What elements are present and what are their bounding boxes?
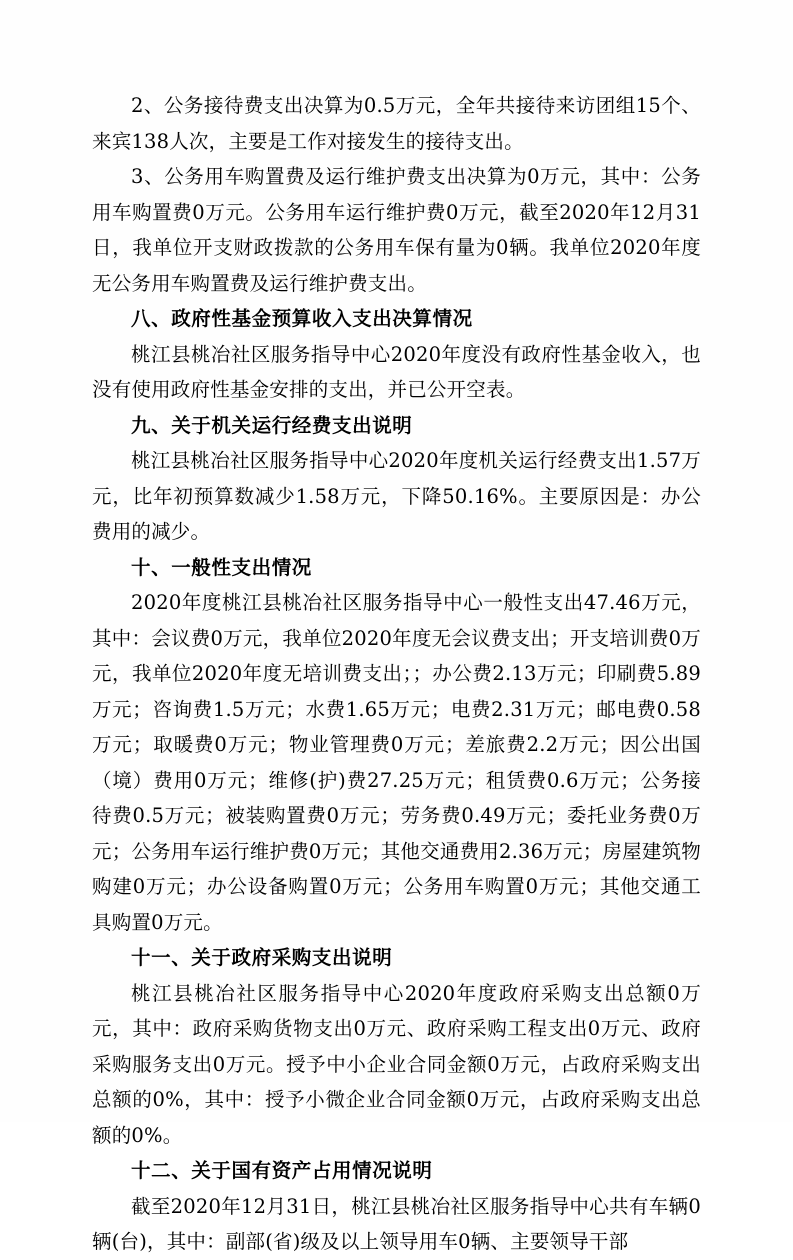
paragraph-government-fund-budget: 桃江县桃冶社区服务指导中心2020年度没有政府性基金收入，也没有使用政府性基金安排的支出，并已公开空表。	[92, 342, 701, 401]
heading-section-eight: 八、政府性基金预算收入支出决算情况	[131, 307, 473, 330]
heading-section-nine: 九、关于机关运行经费支出说明	[131, 413, 413, 437]
paragraph-public-reception-expense: 2、公务接待费支出决算为0.5万元，全年共接待来访团组15个、来宾138人次，主要是工作对接发生的接待支出。	[92, 94, 701, 153]
paragraph-official-vehicle-expense: 3、公务用车购置费及运行维护费支出决算为0万元，其中：公务用车购置费0万元。公务用车运行维护费0万元，截至2020年12月31日，我单位开支财政拨款的公务用车保有量为0辆。我单位2020年度无公务用车购置费及运行维护费支出。	[92, 165, 701, 295]
paragraph-government-procurement: 桃江县桃冶社区服务指导中心2020年度政府采购支出总额0万元，其中：政府采购货物支出0万元、政府采购工程支出0万元、政府采购服务支出0万元。授予中小企业合同金额0万元，占政府采购支出总额的0%，其中：授予小微企业合同金额0万元，占政府采购支出总额的0%。	[92, 981, 701, 1147]
paragraph-operating-expense: 桃江县桃冶社区服务指导中心2020年度机关运行经费支出1.57万元，比年初预算数减少1.58万元，下降50.16%。主要原因是：办公费用的减少。	[92, 449, 701, 543]
paragraph-state-owned-assets: 截至2020年12月31日，桃江县桃冶社区服务指导中心共有车辆0辆(台)，其中：副部(省)级及以上领导用车0辆、主要领导干部	[92, 1194, 701, 1253]
heading-section-twelve: 十二、关于国有资产占用情况说明	[131, 1159, 433, 1182]
document-body	[92, 88, 701, 1260]
heading-section-ten: 十、一般性支出情况	[131, 555, 312, 579]
paragraph-general-expenditure: 2020年度桃江县桃冶社区服务指导中心一般性支出47.46万元，其中：会议费0万元，我单位2020年度无会议费支出；开支培训费0万元，我单位2020年度无培训费支出；；办公费2.13万元；印刷费5.89万元；咨询费1.5万元；水费1.65万元；电费2.31万元；邮电费0.58万元；取暖费0万元；物业管理费0万元；差旅费2.2万元；因公出国（境）费用0万元；维修(护)费27.25万元；租赁费0.6万元；公务接待费0.5万元；被装购置费0万元；劳务费0.49万元；委托业务费0万元；公务用车运行维护费0万元；其他交通费用2.36万元；房屋建筑物购建0万元；办公设备购置0万元；公务用车购置0万元；其他交通工具购置0万元。	[92, 591, 701, 934]
heading-section-eleven: 十一、关于政府采购支出说明	[131, 946, 393, 969]
